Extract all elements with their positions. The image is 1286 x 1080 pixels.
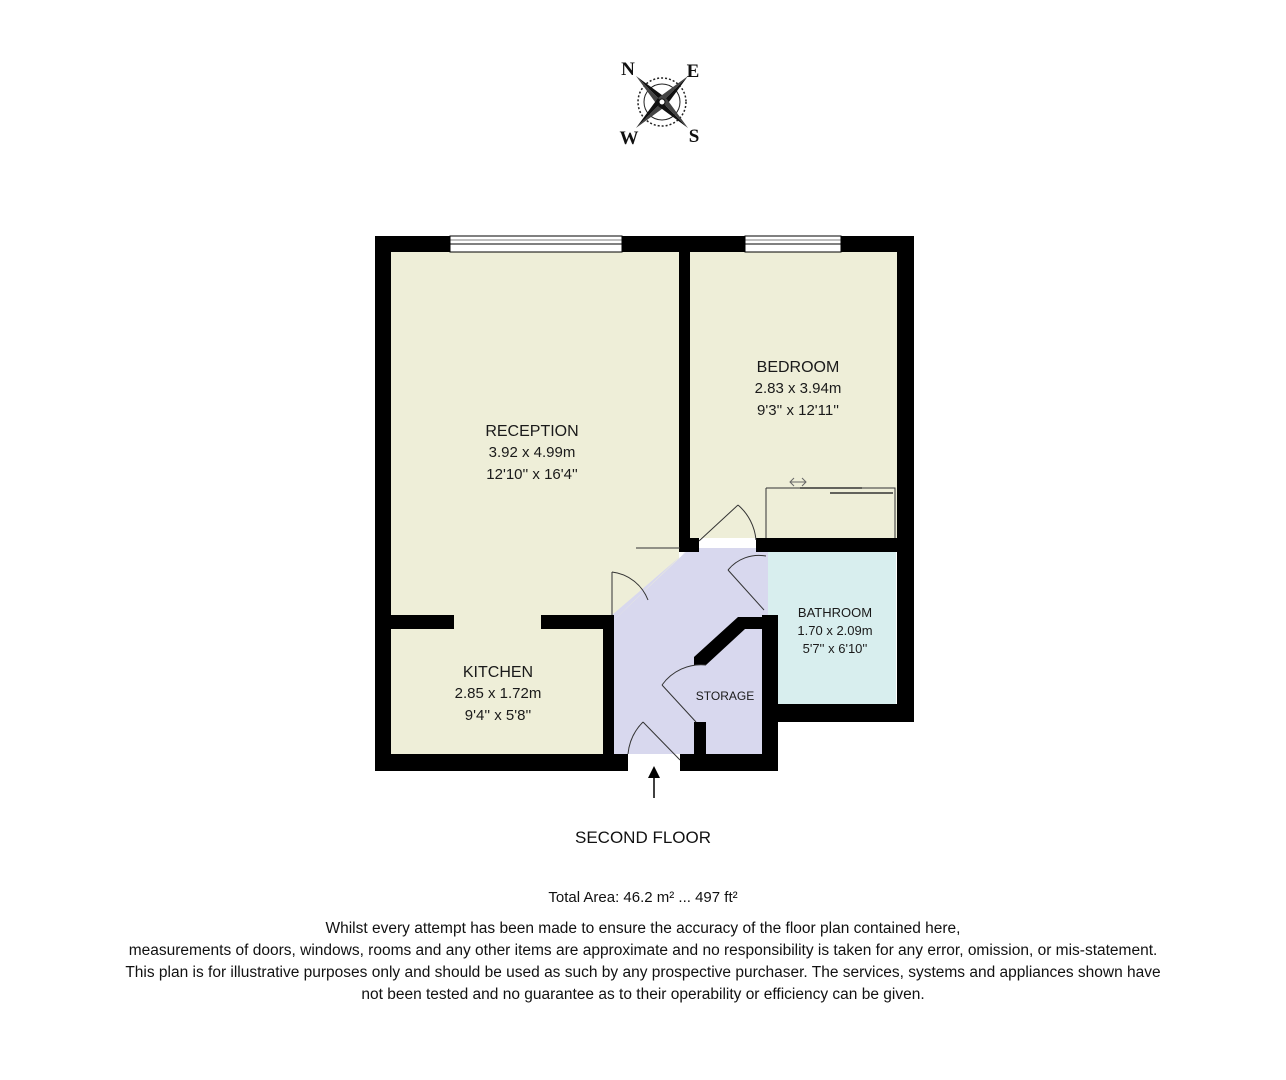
compass-south-label: S <box>688 126 700 147</box>
compass-rose <box>620 59 700 149</box>
kitchen-name: KITCHEN <box>462 664 534 681</box>
compass-west-label: W <box>619 128 639 149</box>
disclaimer <box>0 918 1286 1006</box>
bathroom-imperial: 5'7'' x 6'10'' <box>802 641 868 656</box>
bedroom-name: BEDROOM <box>756 359 840 376</box>
bedroom-imperial: 9'3'' x 12'11'' <box>757 402 839 419</box>
reception-metric: 3.92 x 4.99m <box>488 444 576 461</box>
entrance-arrow-icon <box>648 766 660 798</box>
compass-east-label: E <box>686 61 700 82</box>
bathroom-metric: 1.70 x 2.09m <box>797 623 873 638</box>
compass-north-label: N <box>621 59 635 80</box>
room-bedroom <box>755 359 842 419</box>
storage-name: STORAGE <box>695 689 755 703</box>
room-reception <box>485 423 578 483</box>
disclaimer-line: not been tested and no guarantee as to their operability or efficiency can be given. <box>361 986 925 1003</box>
kitchen-metric: 2.85 x 1.72m <box>454 685 542 702</box>
room-bathroom <box>797 605 872 656</box>
reception-imperial: 12'10'' x 16'4'' <box>486 466 578 483</box>
disclaimer-line: This plan is for illustrative purposes only and should be used as such by any prospective purchaser. The services, systems and appliances shown have <box>125 964 1161 981</box>
disclaimer-line: measurements of doors, windows, rooms and any other items are approximate and no responsibility is taken for any error, omission, or mis-statement. <box>128 942 1158 959</box>
bathroom-name: BATHROOM <box>797 605 873 620</box>
total-area: Total Area: 46.2 m² ... 497 ft² <box>548 889 738 906</box>
floor-name: SECOND FLOOR <box>574 828 712 847</box>
room-kitchen <box>455 664 542 724</box>
disclaimer-line: Whilst every attempt has been made to ensure the accuracy of the floor plan contained here, <box>325 920 961 937</box>
bedroom-metric: 2.83 x 3.94m <box>754 380 842 397</box>
reception-name: RECEPTION <box>485 423 579 440</box>
kitchen-imperial: 9'4'' x 5'8'' <box>464 707 532 724</box>
